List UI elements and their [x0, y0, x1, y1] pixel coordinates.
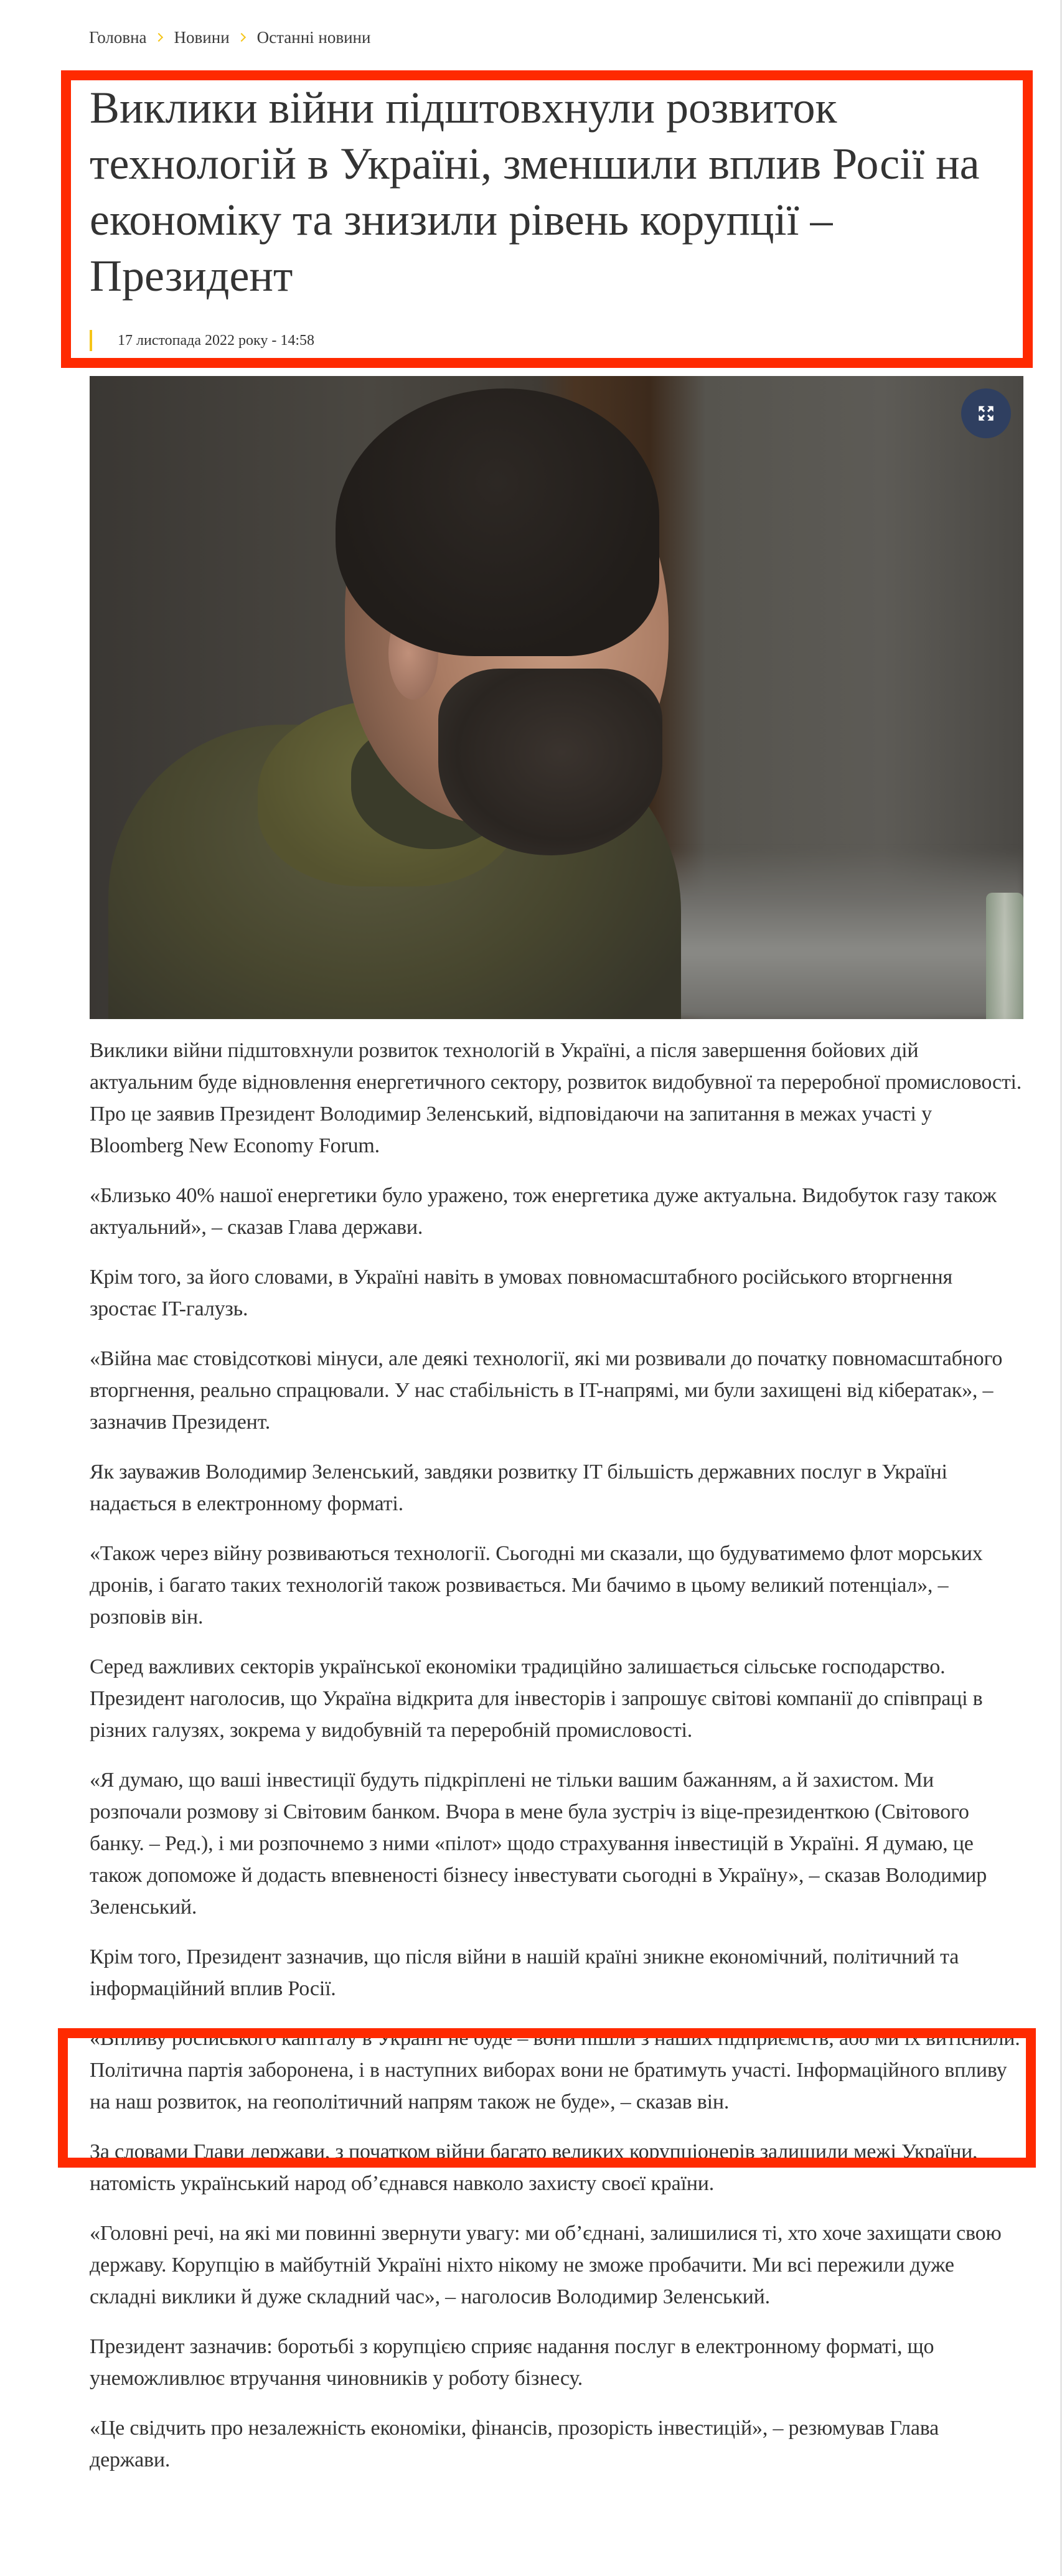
paragraph: Виклики війни підштовхнули розвиток технологій в Україні, а після завершення бойових дій актуальним буде відновлення енергетичного сектору, розвиток видобувної та переробної промисловості. Про це заявив Президент Володимир Зеленський, відповідаючи на запитання в межах участі у Bloomberg New Economy Forum. — [90, 1039, 1022, 1157]
breadcrumb-latest-news[interactable]: Останні новини — [256, 27, 371, 47]
chevron-right-icon — [154, 33, 162, 42]
breadcrumb — [89, 27, 370, 47]
article-body — [90, 1035, 1023, 2494]
article-meta — [90, 330, 314, 351]
chevron-right-icon — [237, 33, 246, 42]
paragraph: «Також через війну розвиваються технології. Сьогодні ми сказали, що будуватимемо флот морських дронів, і багато таких технологій також розвивається. Ми бачимо в цьому великий потенціал», – розповів він. — [90, 1542, 983, 1629]
photo-subject-hair — [336, 388, 659, 656]
paragraph: «Близько 40% нашої енергетики було уражено, тож енергетика дуже актуальна. Видобуток газу також актуальний», – сказав Глава держави. — [90, 1184, 997, 1239]
paragraph: «Головні речі, на які ми повинні звернути увагу: ми об’єднані, залишилися ті, хто хоче захищати свою державу. Корупцію в майбутній Україні ніхто нікому не зможе пробачити. Ми всі пережили дуже складні виклики й дуже складний час», – наголосив Володимир Зеленський. — [90, 2222, 1002, 2308]
paragraph: Серед важливих секторів української економіки традиційно залишається сільське господарство. Президент наголосив, що Україна відкрита для інвесторів і запрошує світові компанії до співпраці в різних галузях, зокрема у видобувній та переробній промисловості. — [90, 1655, 983, 1742]
article-photo[interactable] — [90, 376, 1023, 1019]
paragraph: «Це свідчить про незалежність економіки, фінансів, прозорість інвестицій», – резюмував Глава держави. — [90, 2417, 939, 2471]
breadcrumb-home[interactable]: Головна — [89, 27, 147, 47]
article-title: Виклики війни підштовхнули розвиток технологій в Україні, зменшили вплив Росії на економіку та знизили рівень корупції – Президент — [90, 83, 980, 301]
paragraph: За словами Глави держави, з початком війни багато великих корупціонерів залишили межі України, натомість український народ об’єднався навколо захисту своєї країни. — [90, 2140, 978, 2195]
paragraph: Як зауважив Володимир Зеленський, завдяки розвитку IT більшість державних послуг в Україні надається в електронному форматі. — [90, 1460, 947, 1515]
breadcrumb-news[interactable]: Новини — [174, 27, 230, 47]
paragraph: Президент зазначив: боротьбі з корупцією сприяє надання послуг в електронному форматі, що унеможливлює втручання чиновників у роботу бізнесу. — [90, 2335, 934, 2390]
photo-subject-beard — [438, 669, 662, 855]
paragraph: «Я думаю, що ваші інвестиції будуть підкріплені не тільки вашим бажанням, а й захистом. Ми розпочали розмову зі Світовим банком. Вчора в мене була зустріч із віце-президенткою (Світового банку. – Ред.), і ми розпочнемо з ними «пілот» щодо страхування інвестицій в Україні. Я думаю, це також допоможе й додасть впевненості бізнесу інвестувати сьогодні в Україну», – сказав Володимир Зеленський. — [90, 1769, 987, 1919]
expand-image-button[interactable] — [961, 388, 1011, 438]
date-accent-bar — [90, 330, 92, 351]
highlighted-quote-paragraph: «Впливу російського капіталу в Україні не буде – вони пішли з наших підприємств, або ми їх витіснили. Політична партія заборонена, і в наступних виборах вони не братимуть участі. Інформаційного впливу на наш розвиток, на геополітичний напрям також не буде», – сказав він. — [90, 2027, 1020, 2113]
paragraph: Крім того, Президент зазначив, що після війни в нашій країні зникне економічний, політичний та інформаційний вплив Росії. — [90, 1945, 959, 2000]
photo-background-bottle — [986, 893, 1023, 1019]
paragraph: «Війна має стовідсоткові мінуси, але деякі технології, які ми розвивали до початку повномасштабного вторгнення, реально спрацювали. У нас стабільність в IT-напрямі, ми були захищені від кібератак», – зазначив Президент. — [90, 1347, 1003, 1434]
paragraph: Крім того, за його словами, в Україні навіть в умовах повномасштабного російського вторгнення зростає IT-галузь. — [90, 1266, 952, 1320]
publish-date: 17 листопада 2022 року - 14:58 — [118, 332, 314, 349]
expand-icon — [977, 405, 995, 422]
